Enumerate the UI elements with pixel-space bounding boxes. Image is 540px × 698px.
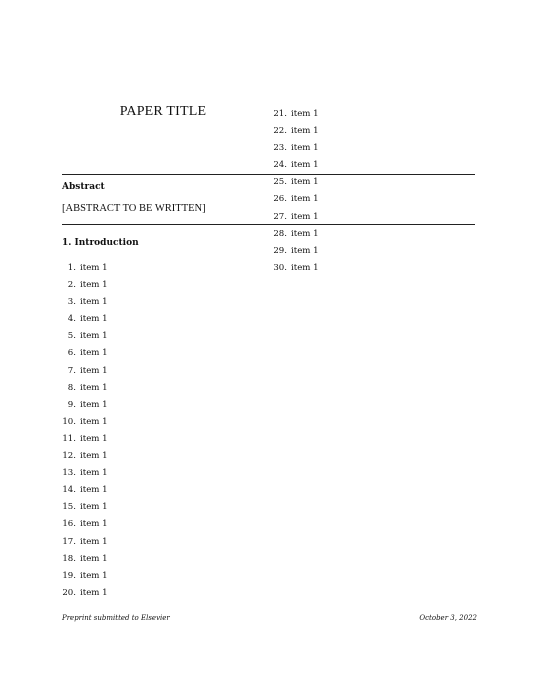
list-item-text: item 1 (80, 348, 108, 359)
list-item-number: 27. (273, 211, 287, 222)
list-item (62, 499, 108, 516)
list-item-text: item 1 (80, 297, 108, 308)
list-item (62, 516, 108, 533)
abstract-bottom-rule (62, 224, 475, 225)
list-item (62, 465, 108, 482)
list-item-text: item 1 (80, 451, 108, 462)
list-item (273, 140, 319, 157)
list-item (273, 191, 319, 208)
list-item-text: item 1 (80, 570, 108, 581)
list-item-number: 19. (62, 570, 76, 581)
list-item (62, 294, 108, 311)
list-item (273, 157, 319, 174)
list-item-text: item 1 (80, 553, 108, 564)
list-item-number: 20. (62, 587, 76, 598)
list-item-number: 4. (67, 314, 76, 325)
list-item-number: 6. (67, 348, 76, 359)
footer-date: October 3, 2022 (419, 614, 477, 622)
list-item (273, 209, 319, 226)
list-item-number: 23. (273, 143, 287, 154)
list-item-number: 15. (62, 502, 76, 513)
list-item (62, 260, 108, 277)
list-item-text: item 1 (80, 263, 108, 273)
list-item (273, 226, 319, 243)
list-item-number: 5. (67, 331, 76, 342)
list-item-text: item 1 (80, 433, 108, 444)
list-item-number: 24. (273, 160, 287, 171)
enumerated-list-column-left (62, 260, 108, 602)
list-item-text: item 1 (80, 416, 108, 427)
list-item-number: 8. (67, 382, 76, 393)
list-item-number: 10. (62, 416, 76, 427)
footer-preprint-note: Preprint submitted to Elsevier (62, 614, 170, 622)
list-item-text: item 1 (80, 365, 108, 376)
list-item-text: item 1 (291, 126, 319, 137)
list-item-number: 2. (67, 280, 76, 291)
abstract-text: [ABSTRACT TO BE WRITTEN] (62, 203, 206, 214)
list-item-text: item 1 (80, 468, 108, 479)
list-item (62, 311, 108, 328)
list-item-number: 21. (273, 109, 287, 119)
abstract-top-rule (62, 174, 475, 175)
list-item-text: item 1 (80, 485, 108, 496)
list-item-number: 18. (62, 553, 76, 564)
list-item-text: item 1 (80, 280, 108, 291)
list-item (273, 174, 319, 191)
list-item-text: item 1 (291, 211, 319, 222)
list-item (62, 397, 108, 414)
list-item-text: item 1 (291, 245, 319, 256)
list-item-text: item 1 (80, 331, 108, 342)
list-item-number: 16. (62, 519, 76, 530)
list-item-text: item 1 (291, 109, 319, 119)
list-item-number: 11. (62, 433, 76, 444)
list-item (62, 534, 108, 551)
list-item-number: 30. (273, 262, 287, 273)
list-item (62, 363, 108, 380)
list-item-number: 26. (273, 194, 287, 205)
list-item (62, 448, 108, 465)
list-item-text: item 1 (80, 382, 108, 393)
list-item (62, 345, 108, 362)
list-item-number: 12. (62, 451, 76, 462)
list-item-text: item 1 (291, 228, 319, 239)
list-item-text: item 1 (80, 502, 108, 513)
list-item-number: 28. (273, 228, 287, 239)
list-item (62, 328, 108, 345)
list-item-number: 25. (273, 177, 287, 188)
list-item-text: item 1 (291, 177, 319, 188)
list-item (62, 431, 108, 448)
list-item-number: 17. (62, 536, 76, 547)
list-item-text: item 1 (291, 262, 319, 273)
list-item (273, 243, 319, 260)
list-item-text: item 1 (80, 399, 108, 410)
list-item-text: item 1 (80, 587, 108, 598)
list-item (62, 482, 108, 499)
list-item-text: item 1 (291, 160, 319, 171)
enumerated-list-column-right (273, 106, 319, 277)
list-item-number: 14. (62, 485, 76, 496)
list-item-number: 3. (67, 297, 76, 308)
list-item-text: item 1 (80, 519, 108, 530)
list-item (62, 380, 108, 397)
list-item-text: item 1 (291, 194, 319, 205)
paper-title: PAPER TITLE (119, 104, 207, 119)
list-item (62, 568, 108, 585)
list-item (62, 585, 108, 602)
list-item-number: 9. (67, 399, 76, 410)
list-item-text: item 1 (291, 143, 319, 154)
list-item-number: 22. (273, 126, 287, 137)
list-item-text: item 1 (80, 536, 108, 547)
list-item (62, 414, 108, 431)
list-item (62, 277, 108, 294)
list-item (62, 551, 108, 568)
list-item-number: 7. (67, 365, 76, 376)
list-item (273, 123, 319, 140)
list-item (273, 260, 319, 277)
list-item-number: 1. (67, 263, 76, 273)
list-item-number: 29. (273, 245, 287, 256)
list-item-text: item 1 (80, 314, 108, 325)
section-heading-introduction: 1. Introduction (62, 238, 139, 248)
list-item-number: 13. (62, 468, 76, 479)
abstract-heading: Abstract (62, 182, 105, 192)
list-item (273, 106, 319, 123)
